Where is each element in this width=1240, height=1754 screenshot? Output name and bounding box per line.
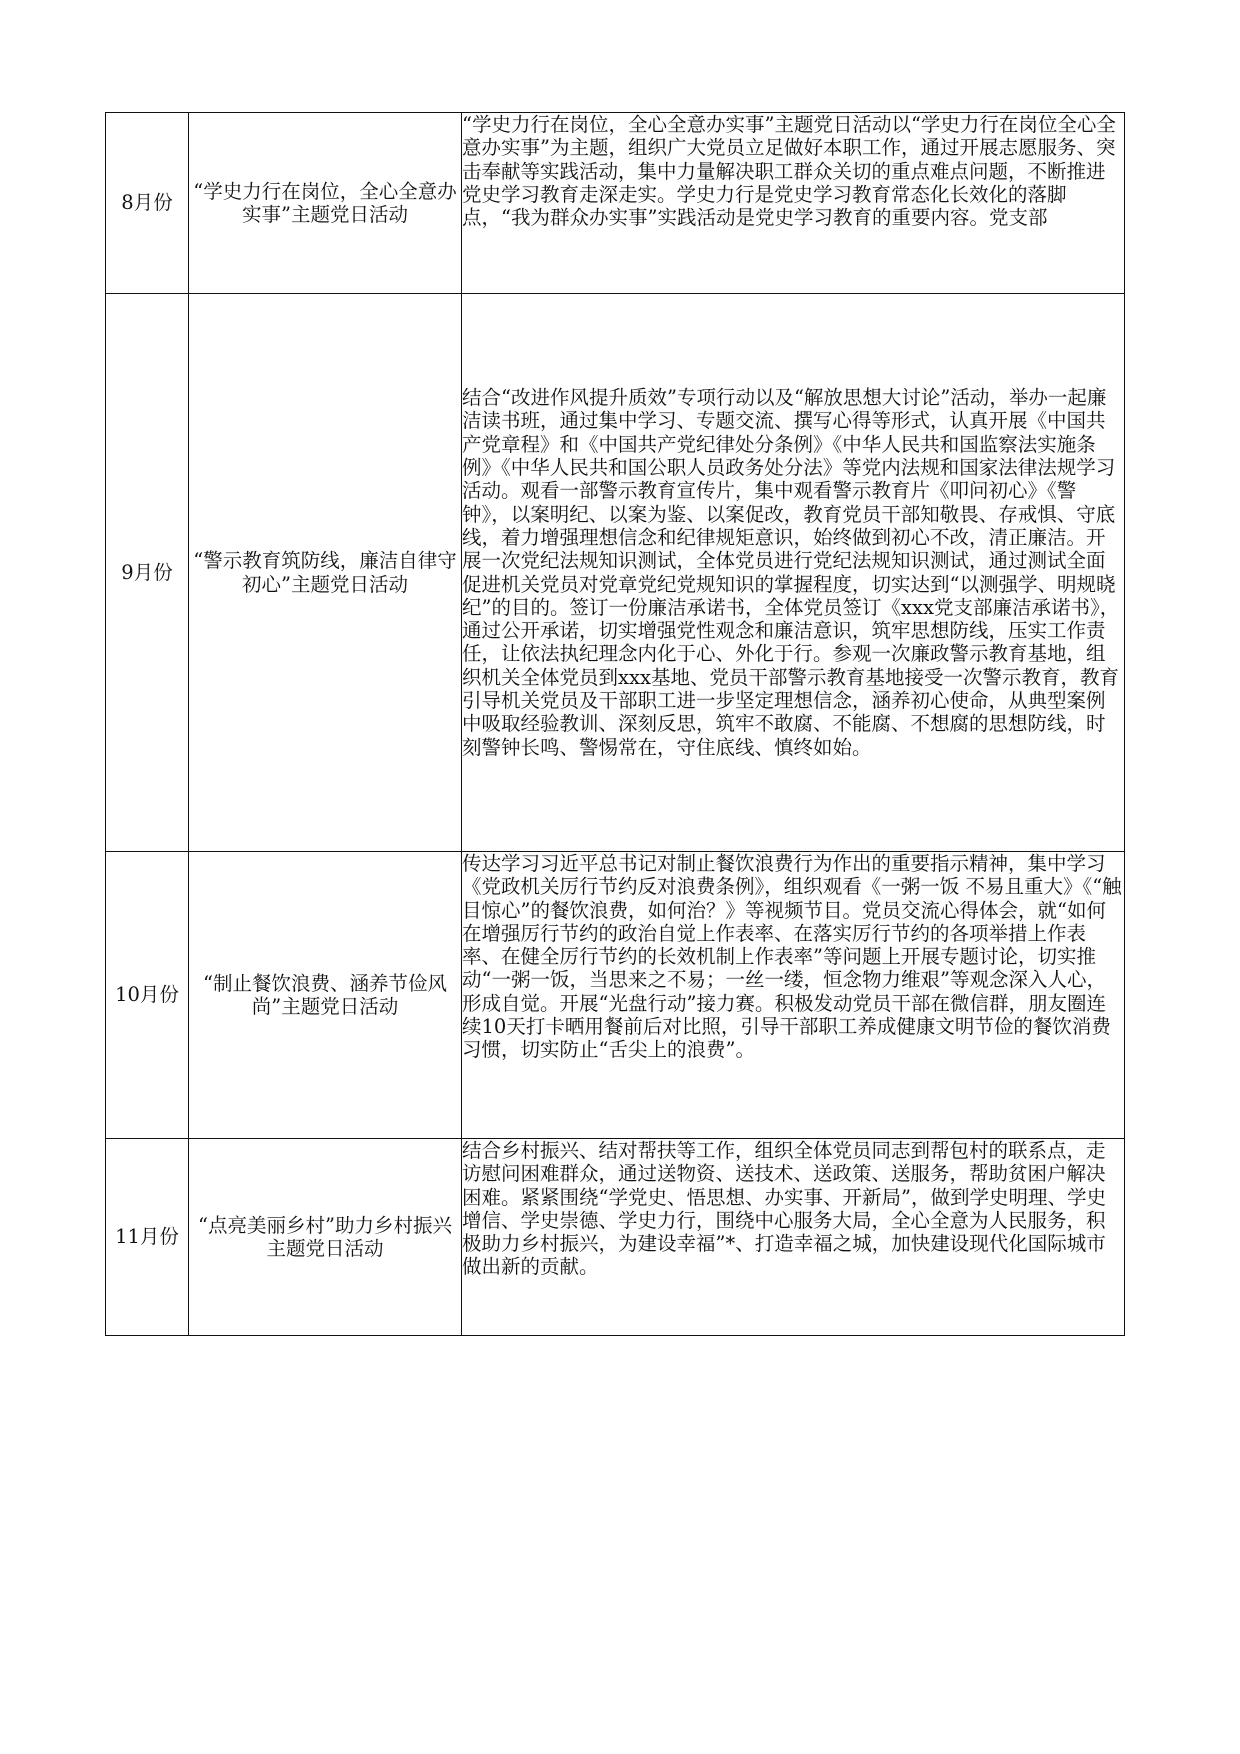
theme-cell: “警示教育筑防线，廉洁自律守初心”主题党日活动 xyxy=(189,294,462,852)
month-cell: 8月份 xyxy=(106,113,189,294)
table-row xyxy=(106,852,1125,1139)
description-cell: 传达学习习近平总书记对制止餐饮浪费行为作出的重要指示精神，集中学习《党政机关厉行节约反对浪费条例》，组织观看《一粥一饭 不易且重大》《“触目惊心”的餐饮浪费，如何治？》等视频节目。党员交流心得体会，就“如何在增强厉行节约的政治自觉上作表率、在落实厉行节约的各项举措上作表率、在健全厉行节约的长效机制上作表率”等问题上开展专题讨论，切实推动“一粥一饭，当思来之不易；一丝一缕，恒念物力维艰”等观念深入人心，形成自觉。开展“光盘行动”接力赛。积极发动党员干部在微信群，朋友圈连续10天打卡晒用餐前后对比照，引导干部职工养成健康文明节俭的餐饮消费习惯，切实防止“舌尖上的浪费”。 xyxy=(462,852,1125,1139)
theme-cell: “学史力行在岗位，全心全意办实事”主题党日活动 xyxy=(189,113,462,294)
table-row xyxy=(106,294,1125,852)
month-cell: 9月份 xyxy=(106,294,189,852)
month-cell: 10月份 xyxy=(106,852,189,1139)
table-row xyxy=(106,1139,1125,1336)
activity-plan-body xyxy=(106,113,1125,1336)
table-row xyxy=(106,113,1125,294)
activity-plan-table xyxy=(105,112,1125,1336)
month-cell: 11月份 xyxy=(106,1139,189,1336)
description-cell: 结合乡村振兴、结对帮扶等工作，组织全体党员同志到帮包村的联系点，走访慰问困难群众，通过送物资、送技术、送政策、送服务，帮助贫困户解决困难。紧紧围绕“学党史、悟思想、办实事、开新局”，做到学史明理、学史增信、学史崇德、学史力行，围绕中心服务大局，全心全意为人民服务，积极助力乡村振兴，为建设幸福”*、打造幸福之城，加快建设现代化国际城市做出新的贡献。 xyxy=(462,1139,1125,1336)
theme-cell: “点亮美丽乡村”助力乡村振兴主题党日活动 xyxy=(189,1139,462,1336)
theme-cell: “制止餐饮浪费、涵养节俭风尚”主题党日活动 xyxy=(189,852,462,1139)
description-cell: “学史力行在岗位，全心全意办实事”主题党日活动以“学史力行在岗位全心全意办实事”为主题，组织广大党员立足做好本职工作，通过开展志愿服务、突击奉献等实践活动，集中力量解决职工群众关切的重点难点问题，不断推进党史学习教育走深走实。学史力行是党史学习教育常态化长效化的落脚点，“我为群众办实事”实践活动是党史学习教育的重要内容。党支部 xyxy=(462,113,1125,294)
description-cell: 结合“改进作风提升质效”专项行动以及“解放思想大讨论”活动，举办一起廉洁读书班，通过集中学习、专题交流、撰写心得等形式，认真开展《中国共产党章程》和《中国共产党纪律处分条例》《中华人民共和国监察法实施条例》《中华人民共和国公职人员政务处分法》等党内法规和国家法律法规学习活动。观看一部警示教育宣传片，集中观看警示教育片《叩问初心》《警钟》，以案明纪、以案为鉴、以案促改，教育党员干部知敬畏、存戒惧、守底线，着力增强理想信念和纪律规矩意识，始终做到初心不改，清正廉洁。开展一次党纪法规知识测试，全体党员进行党纪法规知识测试，通过测试全面促进机关党员对党章党纪党规知识的掌握程度，切实达到“以测强学、明规晓纪”的目的。签订一份廉洁承诺书，全体党员签订《xxx党支部廉洁承诺书》，通过公开承诺，切实增强党性观念和廉洁意识，筑牢思想防线，压实工作责任，让依法执纪理念内化于心、外化于行。参观一次廉政警示教育基地，组织机关全体党员到xxx基地、党员干部警示教育基地接受一次警示教育，教育引导机关党员及干部职工进一步坚定理想信念，涵养初心使命，从典型案例中吸取经验教训、深刻反思，筑牢不敢腐、不能腐、不想腐的思想防线，时刻警钟长鸣、警惕常在，守住底线、慎终如始。 xyxy=(462,294,1125,852)
